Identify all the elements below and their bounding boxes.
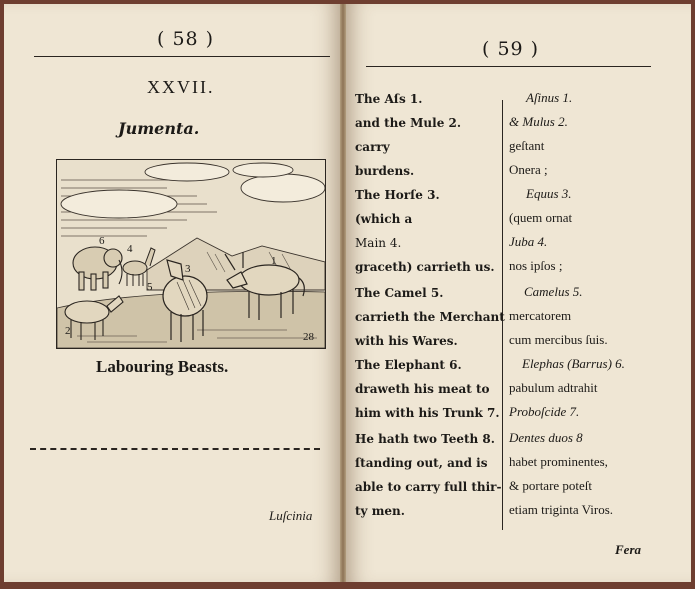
latin-line: Dentes duos 8 <box>509 430 583 445</box>
english-line: and the Mule 2. <box>355 116 462 130</box>
latin-line: Aſinus 1. <box>526 90 573 105</box>
english-line: burdens. <box>355 164 415 178</box>
left-header-rule <box>34 56 330 57</box>
right-header-rule <box>366 66 651 67</box>
label-4: 4 <box>127 243 133 255</box>
woodcut-illustration <box>56 159 326 349</box>
latin-line: habet prominentes, <box>509 454 608 469</box>
english-line: him with his Trunk 7. <box>355 406 500 420</box>
english-line: able to carry full thir- <box>355 480 502 494</box>
woodcut-svg <box>57 160 325 348</box>
label-5: 5 <box>147 281 153 293</box>
latin-line: (quem ornat <box>509 210 573 225</box>
english-line: ty men. <box>355 504 405 518</box>
english-line: Main 4. <box>355 236 402 250</box>
left-page-number: ( 58 ) <box>157 28 215 50</box>
english-line: The Elephant 6. <box>355 358 462 372</box>
english-line: ſtanding out, and is <box>355 456 488 470</box>
left-page <box>4 4 340 582</box>
right-page-number: ( 59 ) <box>482 38 540 60</box>
english-line: The Camel 5. <box>355 286 444 300</box>
latin-line: Onera ; <box>509 162 548 177</box>
lesson-number: XXVII. <box>147 77 215 97</box>
dashed-separator <box>30 448 320 452</box>
right-page <box>346 4 691 582</box>
right-catchword: Fera <box>615 542 641 557</box>
latin-line: pabulum adtrahit <box>509 380 598 395</box>
latin-line: geſtant <box>509 138 545 153</box>
english-line: graceth) carrieth us. <box>355 260 495 274</box>
lesson-title-latin: Jumenta. <box>118 119 200 138</box>
latin-line: cum mercibus ſuis. <box>509 332 608 347</box>
latin-line: Elephas (Barrus) 6. <box>522 356 625 371</box>
latin-line: nos ipſos ; <box>509 258 563 273</box>
english-line: with his Wares. <box>355 334 458 348</box>
latin-line: mercatorem <box>509 308 572 323</box>
english-line: carrieth the Merchant <box>355 310 505 324</box>
latin-line: etiam triginta Viros. <box>509 502 614 517</box>
english-line: He hath two Teeth 8. <box>355 432 495 446</box>
latin-line: Equus 3. <box>526 186 572 201</box>
latin-line: Camelus 5. <box>524 284 583 299</box>
latin-line: Proboſcide 7. <box>509 404 580 419</box>
label-3: 3 <box>185 263 191 275</box>
left-catchword: Luſcinia <box>269 508 313 523</box>
label-6: 6 <box>99 235 105 247</box>
english-line: carry <box>355 140 390 154</box>
english-line: (which a <box>355 212 413 226</box>
latin-line: Juba 4. <box>509 234 548 249</box>
label-2: 2 <box>65 325 71 337</box>
figure-number: 28 <box>303 331 314 343</box>
label-1: 1 <box>271 255 277 267</box>
latin-line: & portare poteſt <box>509 478 593 493</box>
latin-line: & Mulus 2. <box>509 114 568 129</box>
english-line: The Aſs 1. <box>355 92 423 106</box>
illustration-caption: Labouring Beasts. <box>96 357 229 376</box>
english-line: The Horſe 3. <box>355 188 440 202</box>
english-line: draweth his meat to <box>355 382 490 396</box>
